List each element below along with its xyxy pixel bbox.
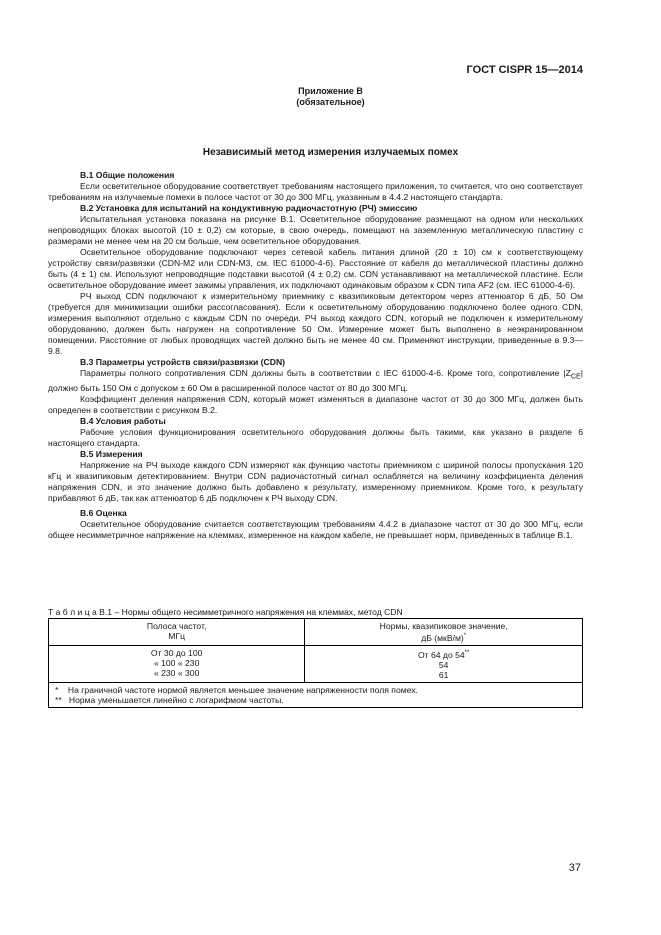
page-number: 37 [568, 862, 581, 874]
section-heading: В.5 Измерения [80, 448, 143, 459]
section-heading: В.3 Параметры устройств связи/развязки (CDN) [80, 357, 286, 367]
section-heading: В.1 Общие положения [80, 170, 175, 180]
paragraph: Осветительное оборудование подключают через сетевой кабель питания длиной (20 ± 10) см к соответствующему устройству связи/развязки (CDN-M2 или CDN-M3, см. IEC 61000-4-6). Расстояние от кабеля до металлической пластины должно быть (4 ± 1) см. Используют непроводящие подставки высотой (4 ± 0,2) см. CDN устанавливают на металлической пластине. Если осветительное оборудование имеет зажимы управления, их подключают одинаковым образом к CDN типа AF2 (см. IEC 61000-4-6). [48, 247, 583, 290]
footnote: ** Норма уменьшается линейно с логарифмом частоты. [55, 694, 284, 705]
table-header-cell: Нормы, квазипиковое значение, дБ (мкВ/м)* [305, 619, 583, 646]
paragraph: Если осветительное оборудование соответствует требованиям настоящего приложения, то считается, что оно соответствует требованиям на излучаемые помехи в полосе частот от 30 до 300 МГц, указанным в 4.4.2 настоящего стандарта. [48, 181, 583, 202]
annex-heading [0, 86, 661, 108]
paragraph: Испытательная установка показана на рисунке В.1. Осветительное оборудование размещают на одном или нескольких непроводящих блоках высотой (10 ± 0,2) см которые, в свою очередь, помещают на заземленную металлическую пластину с размерами не менее чем на 20 см больше, чем осветительное оборудования. [48, 214, 583, 246]
table-header-row [49, 619, 583, 646]
table-cell-frequency: От 30 до 100 « 100 « 230 « 230 « 300 [49, 645, 305, 682]
paragraph: РЧ выход CDN подключают к измерительному приемнику с квазипиковым детектором через аттенюатор 6 дБ, 50 Ом (требуется для минимизации ошибки рассогласования). Если к осветительному оборудованию подключено более одного CDN, измерения выполняют отдельно с каждым CDN по очереди. РЧ выход каждого CDN, который не подключен к измерительному оборудованию, должен быть нагружен на сопротивление 50 Ом. Измерение может быть выполнено в неэкранированном помещении. Расстояние от любых проводящих частей должно быть не менее 40 см. Применяют инструкции, приведенные в 9.3—9.8. [48, 291, 583, 356]
document-body [48, 170, 583, 541]
standard-header: ГОСТ CISPR 15—2014 [466, 64, 583, 76]
table-header-cell: Полоса частот, МГц [49, 619, 305, 646]
table-row [49, 645, 583, 682]
paragraph: Коэффициент деления напряжения CDN, который может изменяться в диапазоне частот от 30 до 300 МГц, должен быть определен в соответствии с рисунком В.2. [48, 393, 583, 415]
impedance-symbol: $|Z_{CE}|$ [563, 368, 583, 381]
section-heading: В.6 Оценка [80, 507, 127, 518]
table-cell-limit: От 64 до 54** 54 61 [305, 645, 583, 682]
annex-status: (обязательное) [296, 97, 365, 107]
paragraph: Осветительное оборудование считается соответствующим требованиям 4.4.2 в диапазоне частот от 30 до 300 МГц, если общее несимметричное напряжение на клеммах, измеренное на каждом кабеле, не превышает норм, приведенных в таблице В.1. [48, 518, 583, 540]
paragraph-text: Параметры полного сопротивления CDN должны быть в соответствии с IEC 61000-4-6. Кроме того, сопротивление [80, 368, 560, 378]
page-title: Независимый метод измерения излучаемых помех [202, 147, 459, 158]
paragraph-text: должно быть 150 Ом с допуском ± 60 Ом в расширенной полосе частот от 80 до 300 МГц. [48, 382, 408, 393]
annex-title: Приложение В [298, 86, 363, 96]
section-heading: В.4 Условия работы [80, 415, 166, 426]
table-notes [49, 682, 583, 707]
paragraph [48, 368, 583, 394]
table-caption: Т а б л и ц а В.1 – Нормы общего несимметричного напряжения на клеммах, метод CDN [48, 607, 403, 617]
paragraph: Напряжение на РЧ выходе каждого CDN измеряют как функцию частоты приемником с шириной полосы пропускания 120 кГц и квазипиковым детектированием. Внутри CDN радиочастотный сигнал ослабляется на величину коэффициента деления напряжения CDN, и это значение должно быть добавлено к результату, измеренному приемником. Кроме того, к результату прибавляют 6 дБ, так как аттенюатор 6 дБ подключен к РЧ выходу CDN. [48, 459, 583, 503]
limits-table [48, 618, 583, 708]
table-notes-row [49, 682, 583, 707]
footnote: * На граничной частоте нормой является меньшее значение напряженности поля помех. [55, 684, 418, 695]
paragraph: Рабочие условия функционирования осветительного оборудования должны быть такими, как указано в разделе 6 настоящего стандарта. [48, 426, 583, 448]
section-heading: В.2 Установка для испытаний на кондуктивную радиочастотную (РЧ) эмиссию [80, 203, 418, 213]
